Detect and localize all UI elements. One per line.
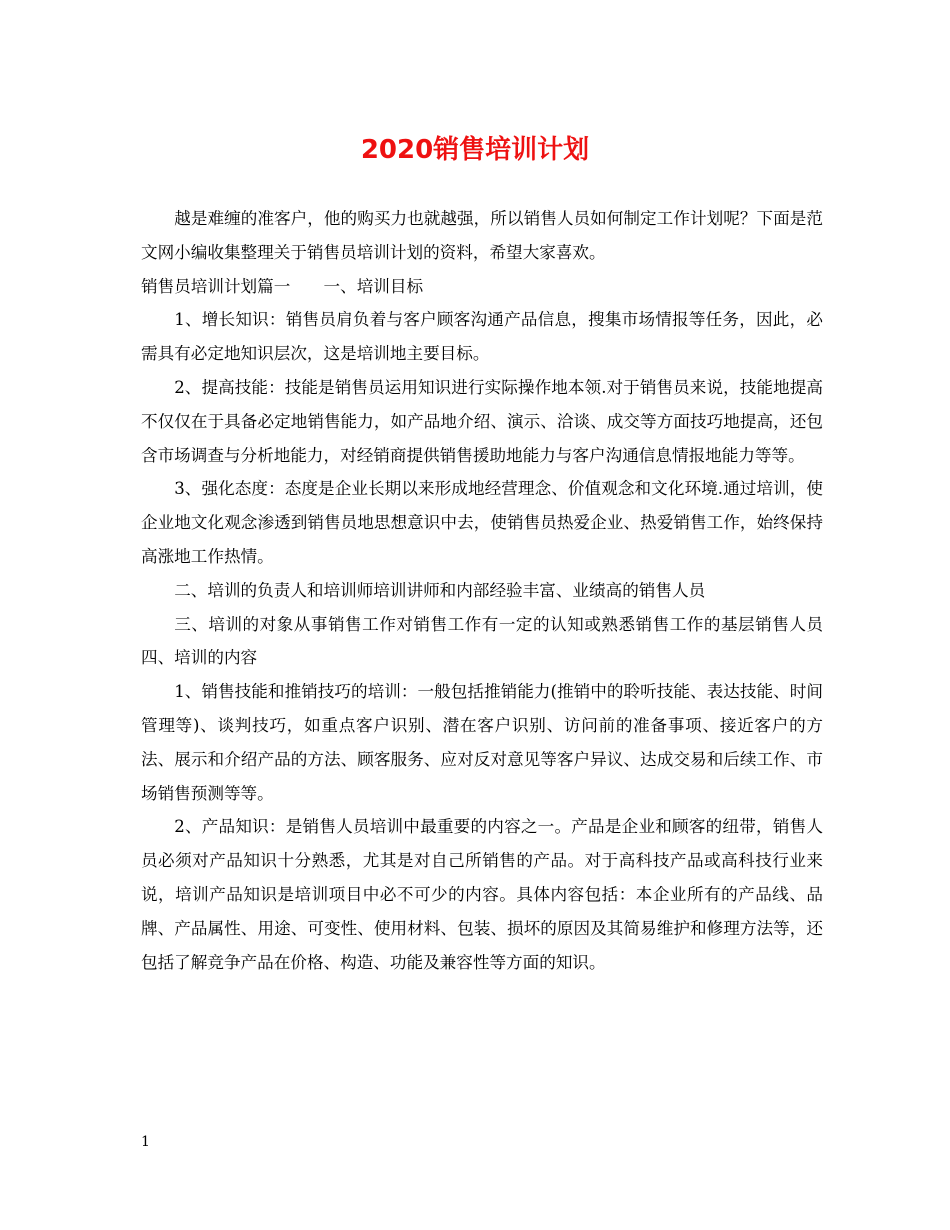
paragraph-section-heading: 销售员培训计划篇一 一、培训目标	[141, 276, 424, 296]
paragraph-intro: 越是难缠的准客户，他的购买力也就越强，所以销售人员如何制定工作计划呢？下面是范文网小编收集整理关于销售员培训计划的资料，希望大家喜欢。	[141, 209, 823, 262]
paragraph-sales-skills-training: 1、销售技能和推销技巧的培训：一般包括推销能力(推销中的聆听技能、表达技能、时间管理等)、谈判技巧，如重点客户识别、潜在客户识别、访问前的准备事项、接近客户的方法、展示和介绍产品的方法、顾客服务、应对反对意见等客户异议、达成交易和后续工作、市场销售预测等等。	[141, 682, 823, 803]
document-body	[141, 202, 823, 979]
paragraph-improve-skills: 2、提高技能：技能是销售员运用知识进行实际操作地本领.对于销售员来说，技能地提高不仅仅在于具备必定地销售能力，如产品地介绍、演示、洽谈、成交等方面技巧地提高，还包含市场调查与分析地能力，对经销商提供销售援助地能力与客户沟通信息情报地能力等等。	[141, 377, 823, 465]
document-title: 2020销售培训计划	[360, 135, 590, 165]
page-number: 1	[141, 1134, 150, 1150]
paragraph-trainers: 二、培训的负责人和培训师培训讲师和内部经验丰富、业绩高的销售人员	[174, 580, 706, 600]
paragraph-increase-knowledge: 1、增长知识：销售员肩负着与客户顾客沟通产品信息，搜集市场情报等任务，因此，必需具有必定地知识层次，这是培训地主要目标。	[141, 310, 823, 364]
paragraph-product-knowledge: 2、产品知识：是销售人员培训中最重要的内容之一。产品是企业和顾客的纽带，销售人员必须对产品知识十分熟悉，尤其是对自己所销售的产品。对于高科技产品或高科技行业来说，培训产品知识是培训项目中必不可少的内容。具体内容包括：本企业所有的产品线、品牌、产品属性、用途、可变性、使用材料、包装、损坏的原因及其简易维护和修理方法等，还包括了解竞争产品在价格、构造、功能及兼容性等方面的知识。	[141, 817, 823, 972]
paragraph-trainees: 三、培训的对象从事销售工作对销售工作有一定的认知或熟悉销售工作的基层销售人员四、培训的内容	[141, 614, 823, 668]
paragraph-strengthen-attitude: 3、强化态度：态度是企业长期以来形成地经营理念、价值观念和文化环境.通过培训，使企业地文化观念渗透到销售员地思想意识中去，使销售员热爱企业、热爱销售工作，始终保持高涨地工作热情。	[141, 479, 823, 566]
